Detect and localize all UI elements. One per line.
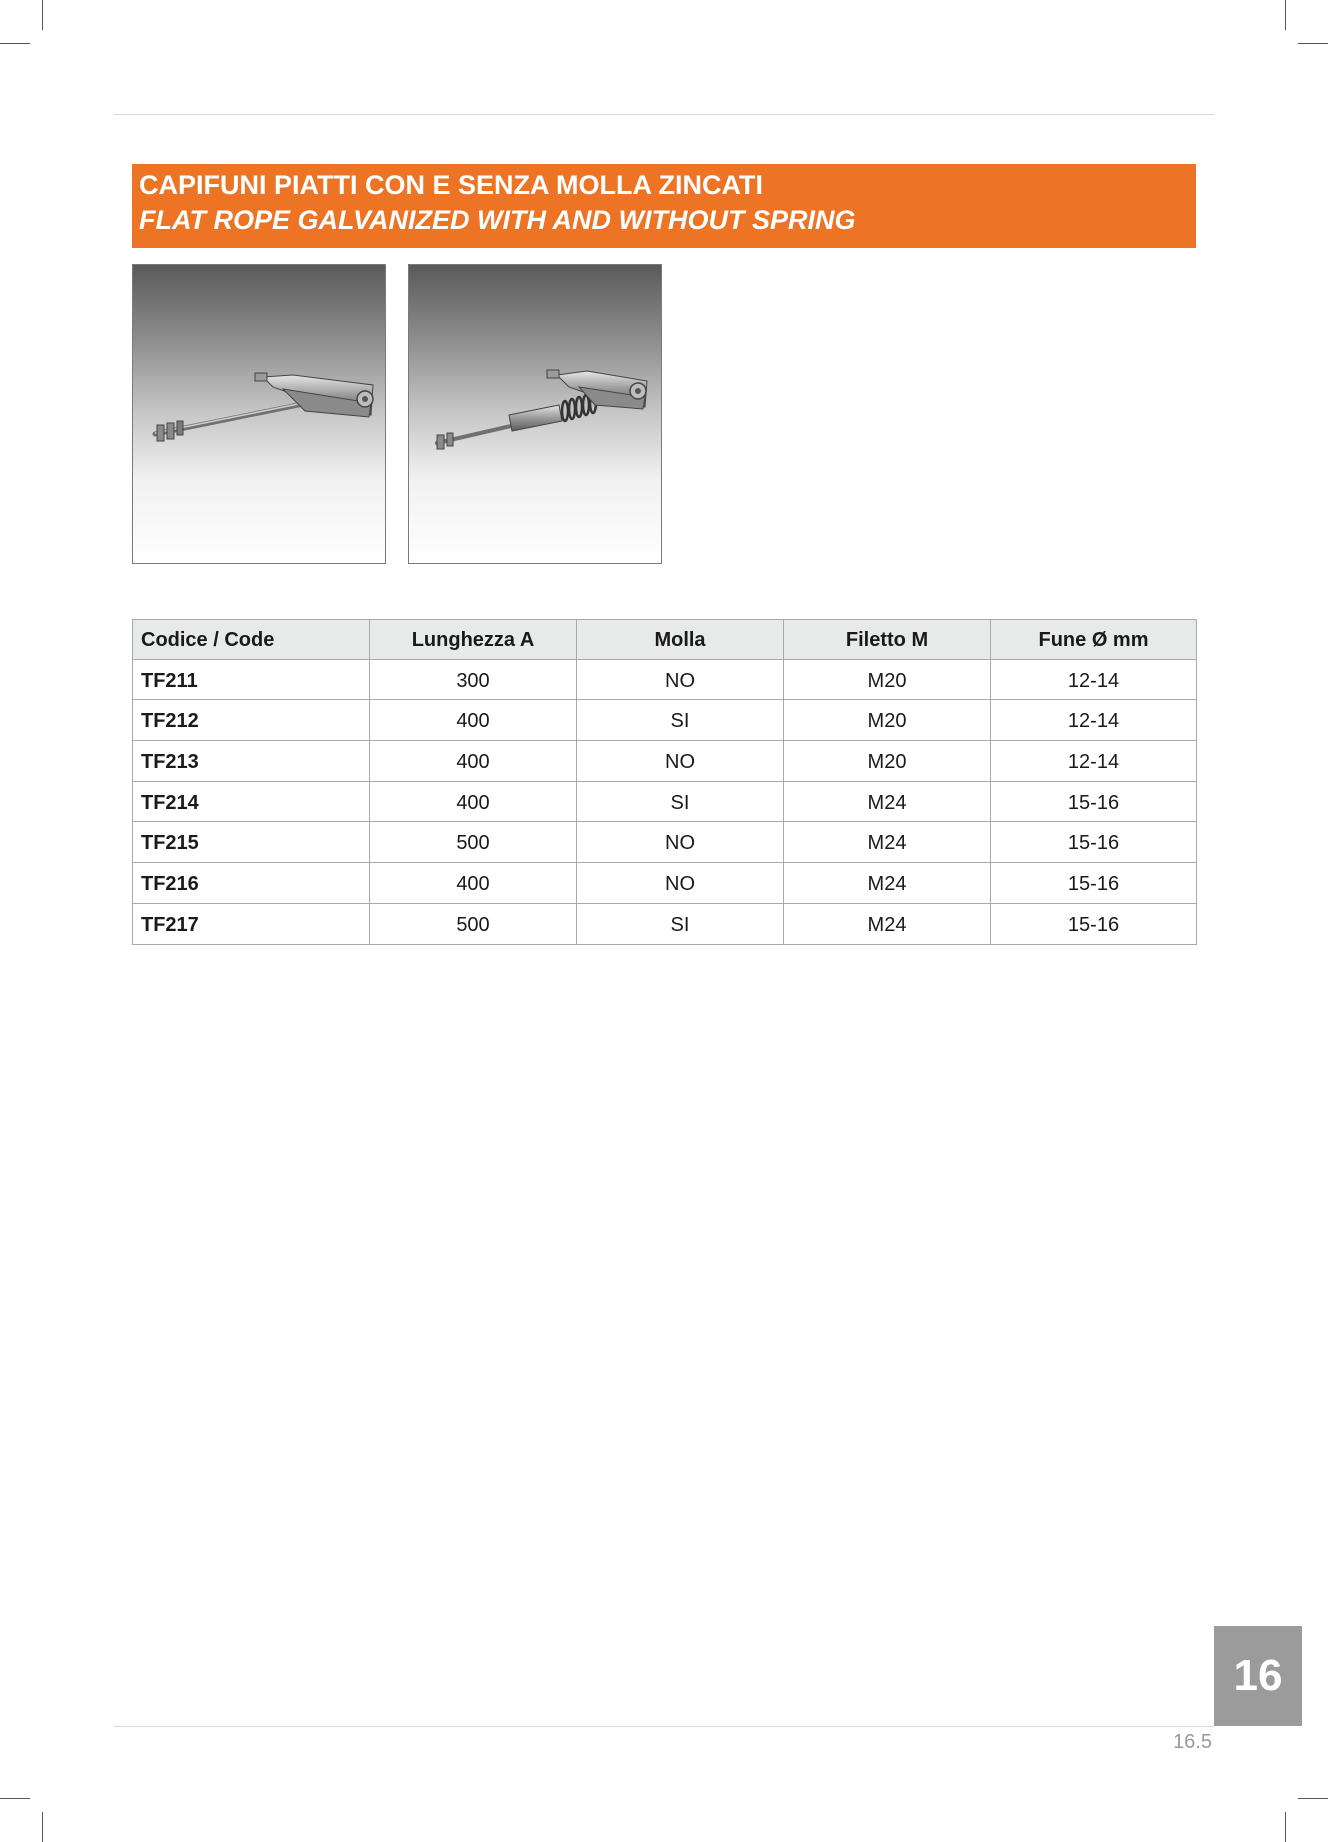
cell-spring: SI: [577, 903, 784, 944]
column-header-rope-diameter: Fune Ø mm: [991, 620, 1197, 660]
cell-rope-diameter: 15-16: [991, 822, 1197, 863]
cell-rope-diameter: 12-14: [991, 700, 1197, 741]
crop-mark: [1298, 1798, 1328, 1799]
cell-length: 500: [370, 903, 577, 944]
table-row: [133, 741, 1197, 782]
cell-rope-diameter: 15-16: [991, 903, 1197, 944]
cell-thread: M20: [784, 659, 991, 700]
cell-code: TF213: [133, 741, 370, 782]
cell-length: 300: [370, 659, 577, 700]
crop-mark: [42, 1812, 43, 1842]
cell-thread: M24: [784, 863, 991, 904]
chapter-tab: 16: [1214, 1626, 1302, 1726]
section-title-bar: [132, 164, 1196, 248]
title-english: FLAT ROPE GALVANIZED WITH AND WITHOUT SPRING: [139, 205, 856, 235]
column-header-code: Codice / Code: [133, 620, 370, 660]
cell-length: 400: [370, 700, 577, 741]
table-header-row: [133, 620, 1197, 660]
cell-thread: M24: [784, 781, 991, 822]
cell-thread: M24: [784, 822, 991, 863]
crop-mark: [0, 43, 30, 44]
product-spec-table: [132, 619, 1197, 945]
cell-code: TF214: [133, 781, 370, 822]
cell-spring: NO: [577, 863, 784, 904]
cell-thread: M20: [784, 741, 991, 782]
cell-rope-diameter: 15-16: [991, 863, 1197, 904]
cell-code: TF216: [133, 863, 370, 904]
cell-length: 400: [370, 863, 577, 904]
table-row: [133, 700, 1197, 741]
cell-code: TF215: [133, 822, 370, 863]
cell-spring: SI: [577, 781, 784, 822]
cell-spring: NO: [577, 659, 784, 700]
rope-clamp-drawing: [133, 265, 386, 564]
footer-rule: [114, 1726, 1214, 1727]
cell-length: 400: [370, 781, 577, 822]
cell-code: TF217: [133, 903, 370, 944]
page-number: 16.5: [1173, 1731, 1212, 1753]
crop-mark: [1285, 0, 1286, 30]
crop-mark: [42, 0, 43, 30]
cell-spring: SI: [577, 700, 784, 741]
header-rule: [114, 114, 1214, 115]
column-header-spring: Molla: [577, 620, 784, 660]
cell-code: TF211: [133, 659, 370, 700]
table-row: [133, 659, 1197, 700]
column-header-thread: Filetto M: [784, 620, 991, 660]
product-photo-without-spring: [132, 264, 386, 564]
table-row: [133, 863, 1197, 904]
cell-length: 500: [370, 822, 577, 863]
cell-code: TF212: [133, 700, 370, 741]
cell-rope-diameter: 12-14: [991, 659, 1197, 700]
crop-mark: [1285, 1812, 1286, 1842]
cell-length: 400: [370, 741, 577, 782]
cell-spring: NO: [577, 822, 784, 863]
table-row: [133, 781, 1197, 822]
table-row: [133, 822, 1197, 863]
title-italian: CAPIFUNI PIATTI CON E SENZA MOLLA ZINCATI: [139, 170, 763, 200]
crop-mark: [0, 1798, 30, 1799]
cell-thread: M20: [784, 700, 991, 741]
column-header-length: Lunghezza A: [370, 620, 577, 660]
cell-spring: NO: [577, 741, 784, 782]
rope-clamp-spring-drawing: [409, 265, 662, 564]
crop-mark: [1298, 43, 1328, 44]
cell-thread: M24: [784, 903, 991, 944]
cell-rope-diameter: 12-14: [991, 741, 1197, 782]
table-row: [133, 903, 1197, 944]
product-photo-with-spring: [408, 264, 662, 564]
cell-rope-diameter: 15-16: [991, 781, 1197, 822]
